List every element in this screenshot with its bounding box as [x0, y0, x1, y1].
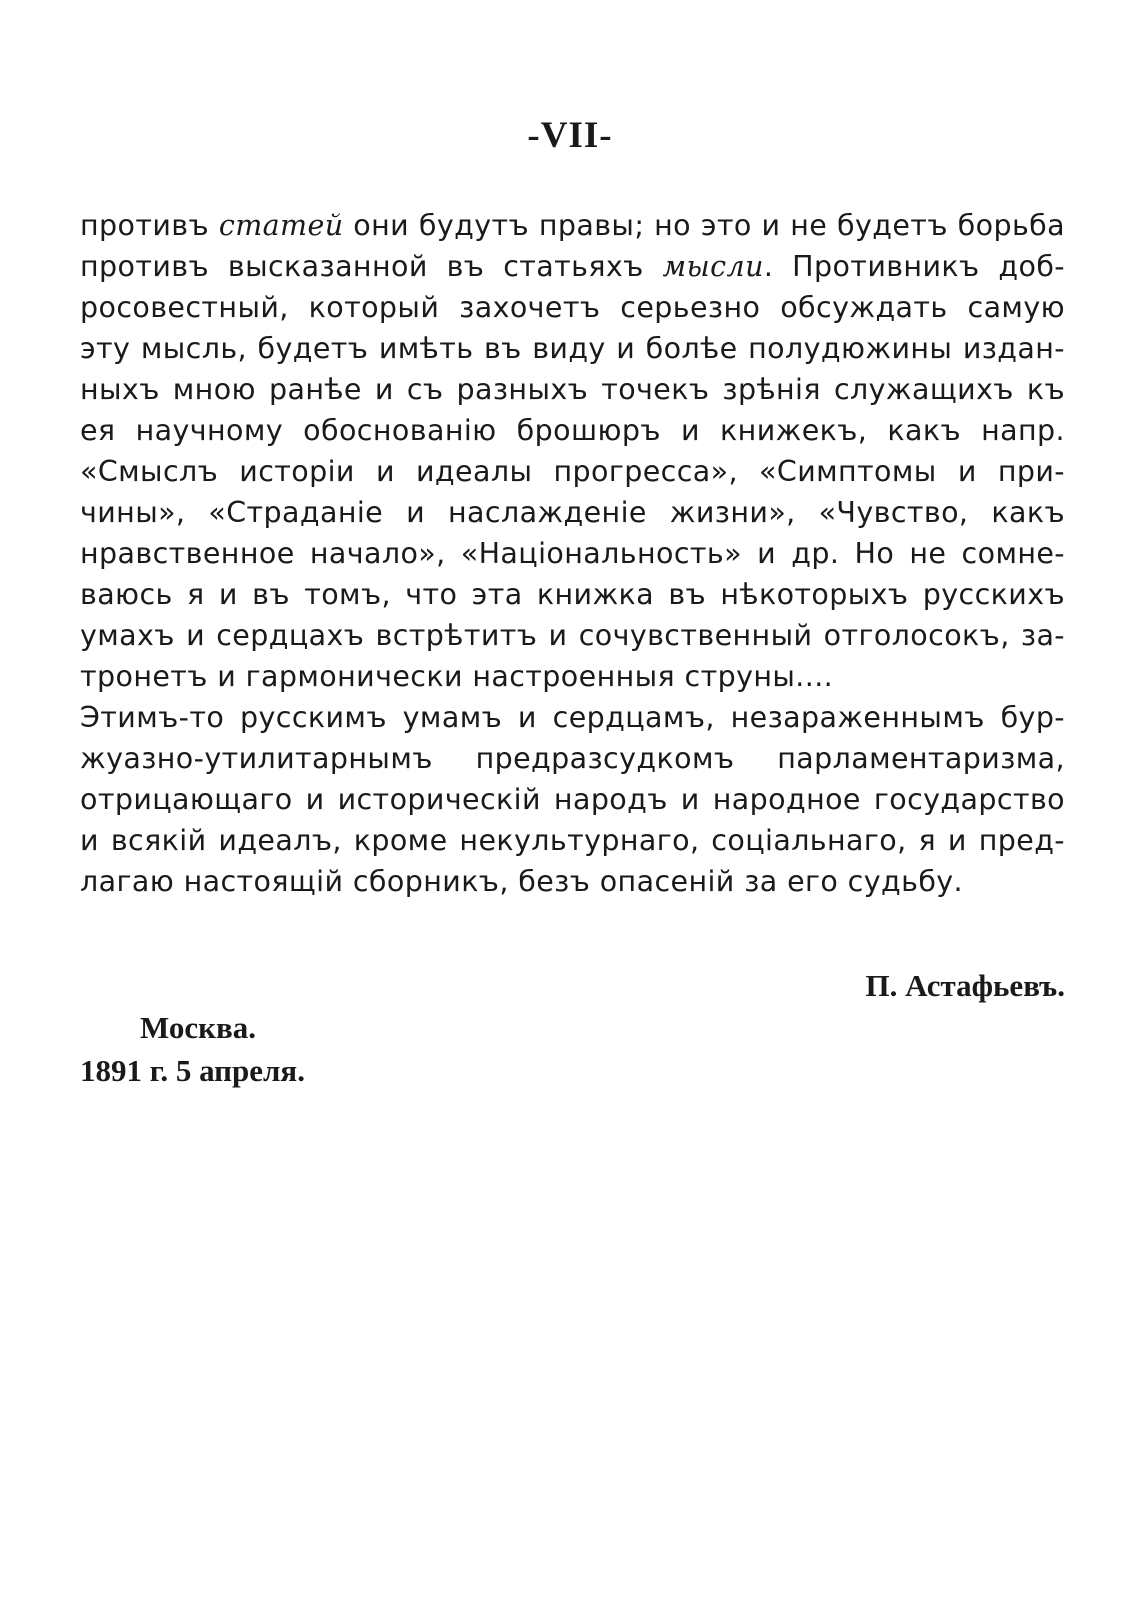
text-line: [80, 533, 1065, 574]
text-run: ныхъ мною ранѣе и съ разныхъ точекъ зрѣнія служащихъ къ: [80, 373, 1065, 406]
text-line: [80, 328, 1065, 369]
text-run: эту мысль, будетъ имѣть въ виду и болѣе полудюжины издан-: [80, 332, 1065, 365]
text-run: они будутъ правы; но это и не будетъ борьба: [343, 209, 1065, 242]
author-signature: П. Астафьевъ.: [865, 968, 1065, 1003]
text-line: [80, 492, 1065, 533]
text-run: жуазно-утилитарнымъ предразсудкомъ парламентаризма,: [80, 742, 1065, 775]
page-number: -VII-: [527, 115, 613, 156]
text-run: и всякій идеалъ, кроме некультурнаго, соціальнаго, я и пред-: [80, 824, 1065, 857]
text-run: росовестный, который захочетъ серьезно обсуждать самую: [80, 291, 1065, 324]
text-line: [80, 697, 1065, 738]
text-line: [80, 738, 1065, 779]
text-line: [80, 656, 1065, 697]
text-line: [80, 287, 1065, 328]
text-run: умахъ и сердцахъ встрѣтитъ и сочувственный отголосокъ, за-: [80, 619, 1065, 652]
place-line: Москва.: [140, 1010, 256, 1045]
emphasis-text: мысли: [662, 250, 764, 283]
body-text: [80, 205, 1065, 902]
text-line: [80, 820, 1065, 861]
date-line: 1891 г. 5 апреля.: [80, 1053, 305, 1088]
text-run: ваюсь я и въ томъ, что эта книжка въ нѣкоторыхъ русскихъ: [80, 578, 1065, 611]
text-run: лагаю настоящій сборникъ, безъ опасеній за его судьбу.: [80, 865, 964, 898]
text-run: «Смыслъ исторіи и идеалы прогресса», «Симптомы и при-: [80, 455, 1065, 488]
text-line: [80, 861, 1065, 902]
text-run: ея научному обоснованію брошюръ и книжекъ, какъ напр.: [80, 414, 1065, 447]
text-run: противъ высказанной въ статьяхъ: [80, 250, 663, 283]
text-line: [80, 410, 1065, 451]
text-run: чины», «Страданіе и наслажденіе жизни», «Чувство, какъ: [80, 496, 1065, 529]
text-line: [80, 246, 1065, 287]
text-line: [80, 205, 1065, 246]
text-run: Этимъ-то русскимъ умамъ и сердцамъ, незараженнымъ бур-: [80, 701, 1065, 734]
text-run: . Противникъ доб-: [763, 250, 1065, 283]
text-run: отрицающаго и историческій народъ и народное государство: [80, 783, 1065, 816]
text-line: [80, 779, 1065, 820]
emphasis-text: статей: [218, 209, 344, 242]
text-line: [80, 451, 1065, 492]
text-run: противъ: [80, 209, 219, 242]
text-run: тронетъ и гармонически настроенныя струны....: [80, 660, 834, 693]
text-line: [80, 369, 1065, 410]
text-line: [80, 574, 1065, 615]
text-run: нравственное начало», «Національность» и др. Но не сомне-: [80, 537, 1065, 570]
text-line: [80, 615, 1065, 656]
